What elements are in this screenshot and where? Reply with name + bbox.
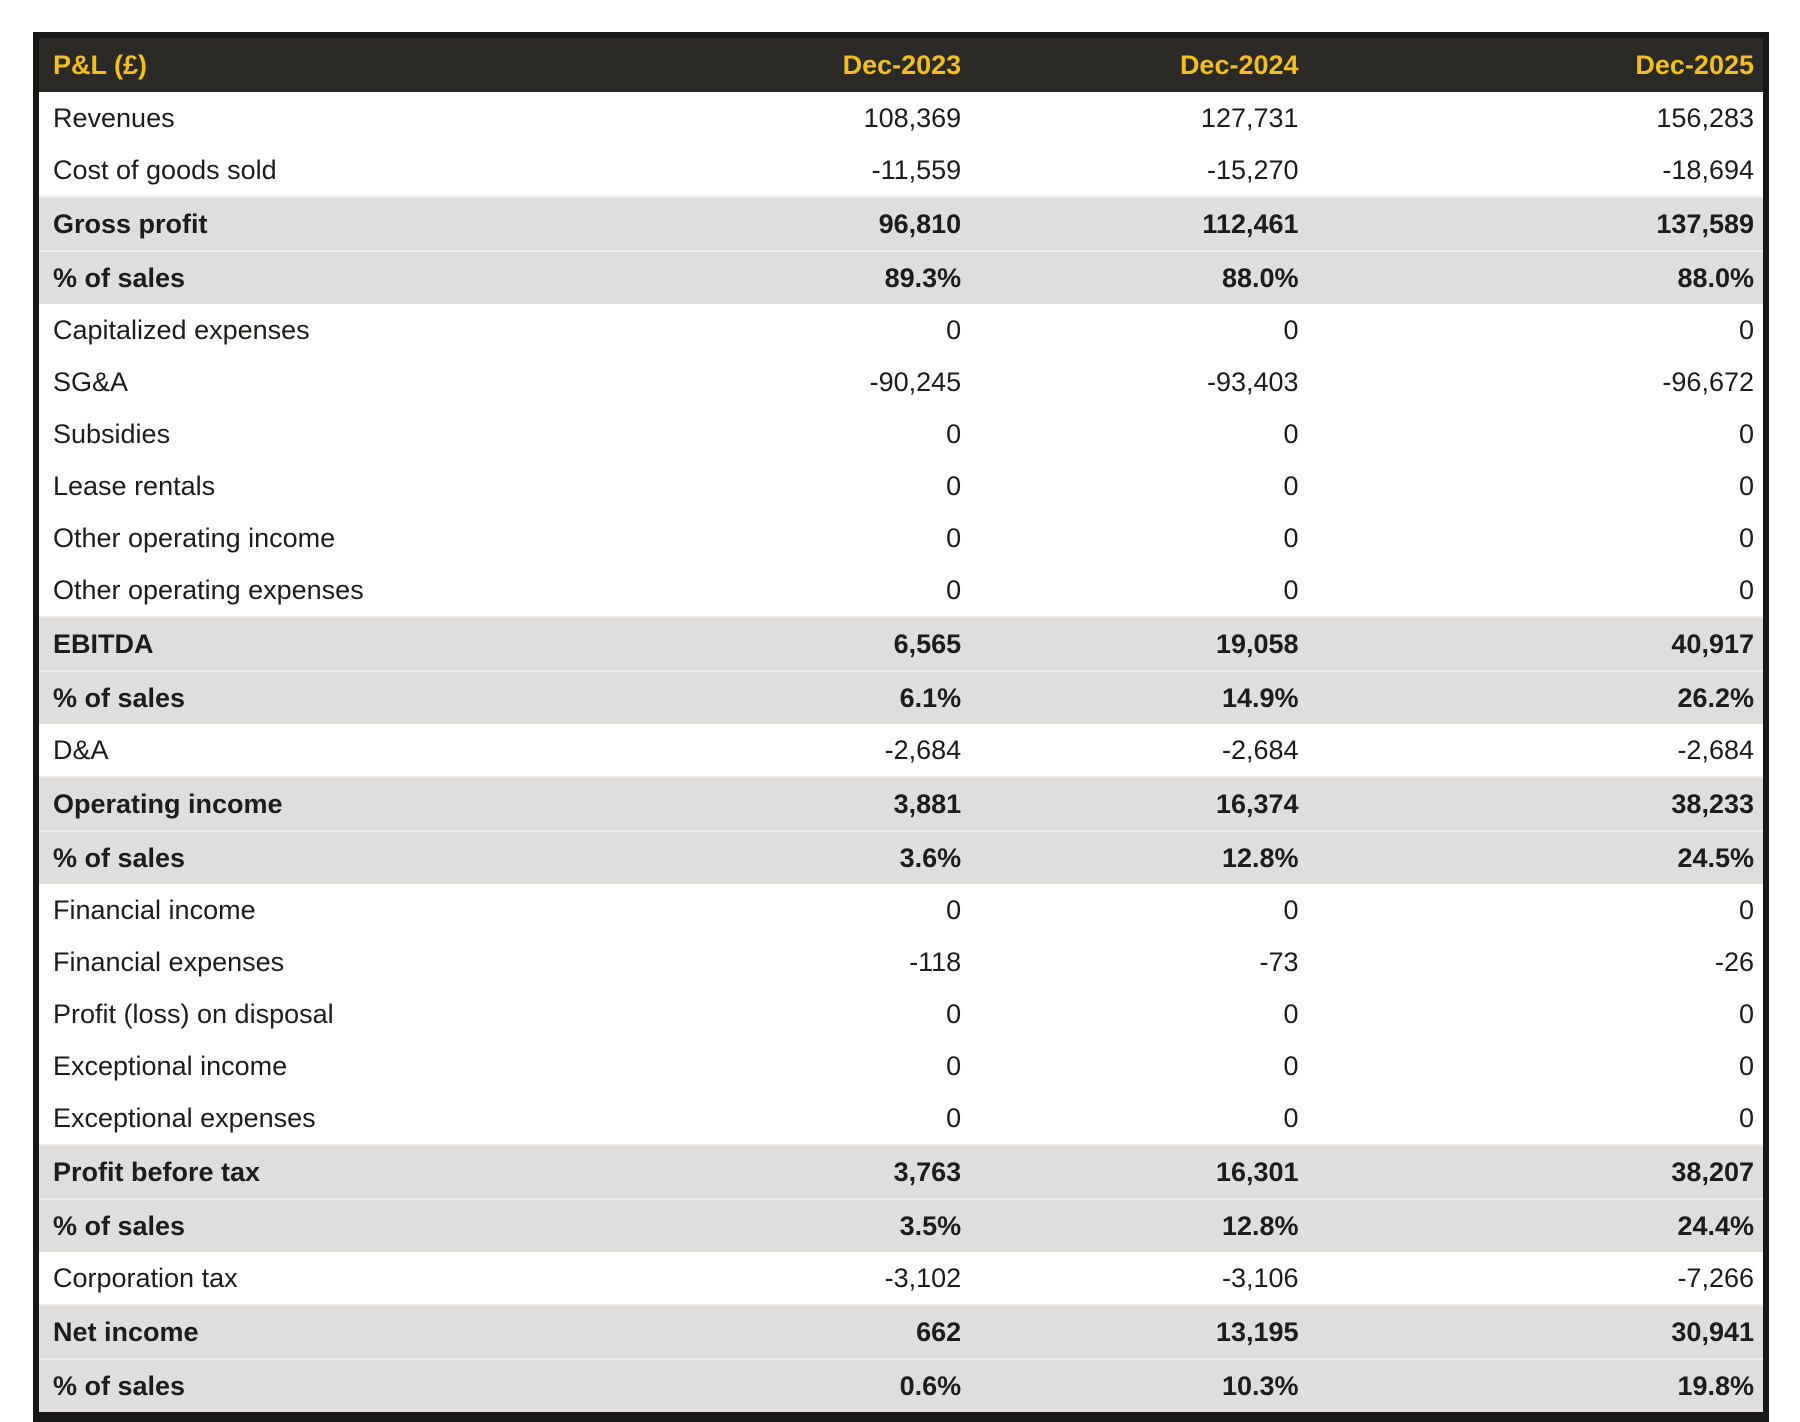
cell-value: 0 [1308,564,1766,617]
cell-value: 26.2% [1308,671,1766,724]
cell-value: -2,684 [607,724,970,777]
cell-value: 0 [1308,304,1766,356]
cell-value: 662 [607,1305,970,1359]
table-row [36,304,1766,356]
row-label: EBITDA [36,617,607,671]
row-label: Capitalized expenses [36,304,607,356]
row-label: Exceptional expenses [36,1092,607,1145]
cell-value: 0 [1308,408,1766,460]
cell-value: 13,195 [970,1305,1307,1359]
cell-value: 12.8% [970,831,1307,884]
cell-value: 156,283 [1308,92,1766,144]
cell-value: 0 [970,460,1307,512]
cell-value: 112,461 [970,197,1307,251]
cell-value: -18,694 [1308,144,1766,197]
cell-value: 0 [970,988,1307,1040]
column-header-dec-2024: Dec-2024 [970,35,1307,92]
cell-value: 3,881 [607,777,970,831]
cell-value: 0 [607,460,970,512]
row-label: % of sales [36,1359,607,1417]
table-row [36,408,1766,460]
cell-value: 0 [1308,884,1766,936]
cell-value: -11,559 [607,144,970,197]
cell-value: 0 [607,304,970,356]
cell-value: 24.4% [1308,1199,1766,1252]
table-row [36,1305,1766,1359]
cell-value: 3,763 [607,1145,970,1199]
table-row [36,988,1766,1040]
cell-value: -3,106 [970,1252,1307,1305]
cell-value: 30,941 [1308,1305,1766,1359]
cell-value: 19.8% [1308,1359,1766,1417]
table-row [36,92,1766,144]
cell-value: 0 [1308,1092,1766,1145]
pnl-table [33,32,1769,1422]
cell-value: -2,684 [1308,724,1766,777]
table-row [36,1092,1766,1145]
table-row [36,564,1766,617]
header-row [36,35,1766,92]
table-row [36,512,1766,564]
cell-value: 16,301 [970,1145,1307,1199]
cell-value: 0 [970,884,1307,936]
cell-value: 0 [607,1092,970,1145]
cell-value: 24.5% [1308,831,1766,884]
table-row [36,197,1766,251]
table-row [36,356,1766,408]
cell-value: 96,810 [607,197,970,251]
cell-value: 0 [607,564,970,617]
cell-value: 0 [607,512,970,564]
row-label: Profit before tax [36,1145,607,1199]
row-label: D&A [36,724,607,777]
cell-value: 108,369 [607,92,970,144]
table-row [36,1359,1766,1417]
table-row [36,460,1766,512]
cell-value: 16,374 [970,777,1307,831]
row-label: Lease rentals [36,460,607,512]
cell-value: 0 [1308,988,1766,1040]
cell-value: 89.3% [607,251,970,304]
cell-value: 0 [607,408,970,460]
table-row [36,617,1766,671]
cell-value: -96,672 [1308,356,1766,408]
row-label: Cost of goods sold [36,144,607,197]
cell-value: 0 [970,408,1307,460]
row-label: SG&A [36,356,607,408]
row-label: Corporation tax [36,1252,607,1305]
cell-value: 88.0% [1308,251,1766,304]
row-label: Net income [36,1305,607,1359]
table-row [36,251,1766,304]
cell-value: 0 [607,884,970,936]
row-label: % of sales [36,831,607,884]
cell-value: 10.3% [970,1359,1307,1417]
row-label: Other operating expenses [36,564,607,617]
cell-value: -90,245 [607,356,970,408]
cell-value: 0 [607,1040,970,1092]
row-label: Operating income [36,777,607,831]
row-label: Other operating income [36,512,607,564]
table-row [36,936,1766,988]
cell-value: 14.9% [970,671,1307,724]
cell-value: 0 [970,512,1307,564]
row-label: Financial expenses [36,936,607,988]
cell-value: 0 [607,988,970,1040]
cell-value: 0 [970,564,1307,617]
table-row [36,1252,1766,1305]
table-row [36,724,1766,777]
cell-value: -26 [1308,936,1766,988]
cell-value: 12.8% [970,1199,1307,1252]
cell-value: 3.5% [607,1199,970,1252]
cell-value: 38,233 [1308,777,1766,831]
cell-value: 6,565 [607,617,970,671]
cell-value: 137,589 [1308,197,1766,251]
cell-value: -118 [607,936,970,988]
column-header-dec-2025: Dec-2025 [1308,35,1766,92]
row-label: % of sales [36,671,607,724]
table-title: P&L (£) [36,35,607,92]
row-label: Exceptional income [36,1040,607,1092]
pnl-table-body [36,92,1766,1417]
column-header-dec-2023: Dec-2023 [607,35,970,92]
table-row [36,1199,1766,1252]
table-row [36,777,1766,831]
cell-value: 0 [970,1092,1307,1145]
cell-value: 127,731 [970,92,1307,144]
row-label: Gross profit [36,197,607,251]
pnl-table-header [36,35,1766,92]
row-label: Profit (loss) on disposal [36,988,607,1040]
cell-value: 6.1% [607,671,970,724]
cell-value: -2,684 [970,724,1307,777]
table-row [36,831,1766,884]
table-row [36,1145,1766,1199]
row-label: % of sales [36,251,607,304]
table-row [36,671,1766,724]
cell-value: 40,917 [1308,617,1766,671]
cell-value: 0.6% [607,1359,970,1417]
table-row [36,884,1766,936]
cell-value: -73 [970,936,1307,988]
cell-value: 0 [1308,1040,1766,1092]
cell-value: -7,266 [1308,1252,1766,1305]
cell-value: 0 [970,304,1307,356]
row-label: Subsidies [36,408,607,460]
pnl-statement [33,32,1769,1422]
cell-value: 19,058 [970,617,1307,671]
cell-value: -3,102 [607,1252,970,1305]
cell-value: 38,207 [1308,1145,1766,1199]
row-label: % of sales [36,1199,607,1252]
cell-value: 88.0% [970,251,1307,304]
cell-value: 0 [970,1040,1307,1092]
cell-value: -15,270 [970,144,1307,197]
row-label: Revenues [36,92,607,144]
cell-value: 0 [1308,460,1766,512]
table-row [36,144,1766,197]
row-label: Financial income [36,884,607,936]
cell-value: -93,403 [970,356,1307,408]
cell-value: 3.6% [607,831,970,884]
cell-value: 0 [1308,512,1766,564]
table-row [36,1040,1766,1092]
